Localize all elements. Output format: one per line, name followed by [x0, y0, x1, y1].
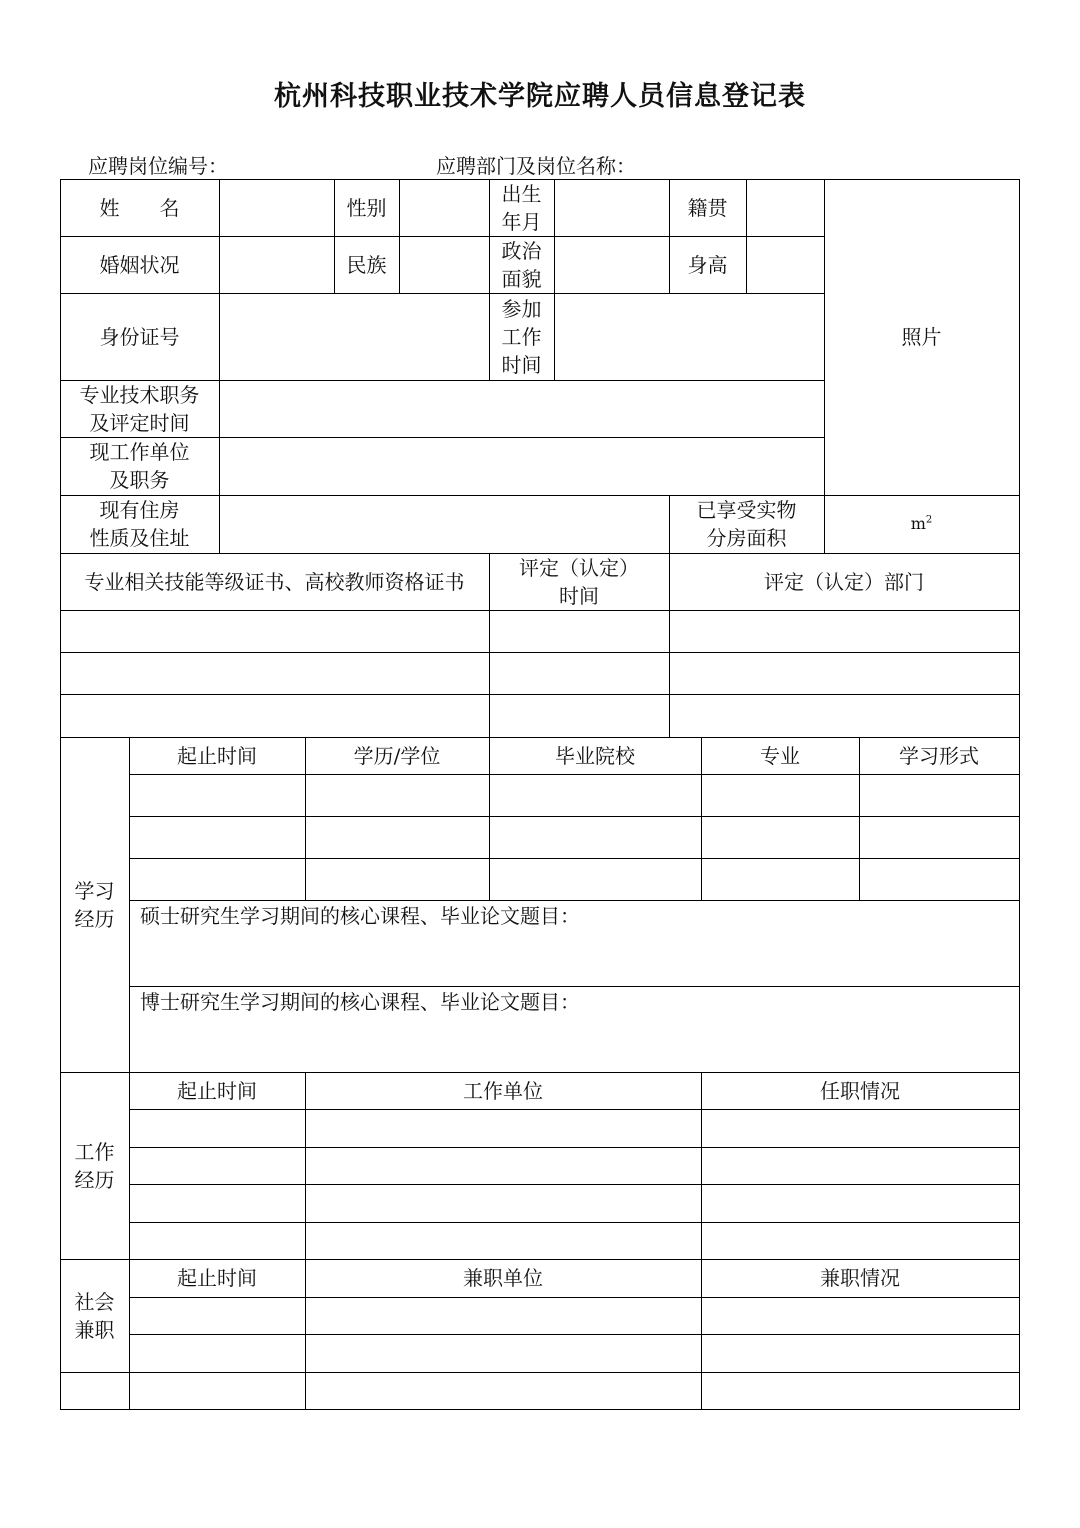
education-row-field[interactable]: [130, 817, 1019, 858]
edu-header-mode: 学习形式: [899, 743, 979, 768]
education-section-label: 学习 经历: [74, 878, 115, 931]
work-row-field[interactable]: [130, 1148, 1019, 1184]
housing-area-field[interactable]: [824, 495, 1019, 553]
birth-date-label: 出生 年月: [501, 181, 542, 234]
housing-label: 现有住房 性质及住址: [89, 498, 190, 550]
area-unit: $m^2$: [910, 514, 933, 533]
work-header-employer: 工作单位: [463, 1078, 543, 1103]
native-place-label: 籍贯: [687, 195, 728, 220]
education-row-field[interactable]: [130, 775, 1019, 816]
certificate-row-field[interactable]: [61, 653, 489, 694]
name-field[interactable]: [220, 180, 334, 236]
edu-header-period: 起止时间: [177, 743, 257, 768]
height-field[interactable]: [747, 237, 824, 293]
social-section-label: 社会 兼职: [74, 1289, 115, 1342]
phd-courses-label: 博士研究生学习期间的核心课程、毕业论文题目：: [140, 990, 580, 1014]
housing-area-label: 已享受实物 分房面积: [696, 498, 797, 550]
table-line: [130, 900, 1020, 901]
edu-header-major: 专业: [760, 743, 800, 768]
work-section-label: 工作 经历: [74, 1139, 115, 1192]
table-line: [130, 986, 1020, 987]
social-header-org: 兼职单位: [463, 1266, 543, 1290]
professional-title-field[interactable]: [220, 381, 824, 437]
work-row-field[interactable]: [130, 1223, 1019, 1259]
id-number-label: 身份证号: [99, 324, 180, 349]
education-row-field[interactable]: [130, 859, 1019, 900]
form-title: 杭州科技职业技术学院应聘人员信息登记表: [274, 81, 806, 112]
phd-courses-field[interactable]: [130, 1016, 1019, 1072]
name-label: 姓 名: [99, 195, 180, 220]
department-position-label: 应聘部门及岗位名称：: [436, 154, 636, 178]
native-place-field[interactable]: [747, 180, 824, 236]
extra-row-field[interactable]: [61, 1373, 1019, 1409]
certificate-dept-header: 评定（认定）部门: [764, 569, 924, 594]
master-courses-field[interactable]: [130, 930, 1019, 986]
certificate-row-field[interactable]: [61, 695, 489, 737]
certificate-header: 专业相关技能等级证书、高校教师资格证书: [84, 569, 465, 594]
table-border-bottom: [60, 1409, 1020, 1410]
marital-status-field[interactable]: [220, 237, 334, 293]
birth-date-field[interactable]: [555, 180, 669, 236]
housing-field[interactable]: [220, 496, 669, 553]
work-row-field[interactable]: [130, 1110, 1019, 1147]
current-employer-label: 现工作单位 及职务: [89, 440, 190, 492]
work-header-position: 任职情况: [820, 1078, 900, 1103]
gender-field[interactable]: [400, 180, 489, 236]
certificate-time-header: 评定（认定） 时间: [519, 555, 639, 608]
political-status-field[interactable]: [555, 237, 669, 293]
social-header-role: 兼职情况: [820, 1266, 900, 1290]
professional-title-label: 专业技术职务 及评定时间: [79, 382, 200, 435]
id-number-field[interactable]: [220, 294, 489, 380]
work-row-field[interactable]: [130, 1185, 1019, 1222]
edu-header-degree: 学历/学位: [353, 743, 441, 768]
table-border-right: [1019, 179, 1020, 1410]
certificate-row-field[interactable]: [61, 611, 489, 652]
ethnicity-label: 民族: [346, 252, 387, 277]
social-row-field[interactable]: [130, 1335, 1019, 1372]
edu-header-school: 毕业院校: [555, 743, 635, 768]
marital-status-label: 婚姻状况: [99, 252, 180, 277]
position-number-label: 应聘岗位编号：: [88, 154, 228, 178]
work-start-field[interactable]: [555, 294, 824, 380]
social-header-period: 起止时间: [177, 1266, 257, 1290]
work-start-label: 参加 工作 时间: [501, 296, 542, 377]
height-label: 身高: [687, 252, 728, 277]
master-courses-label: 硕士研究生学习期间的核心课程、毕业论文题目：: [140, 904, 580, 928]
photo-box[interactable]: 照片: [901, 325, 942, 349]
social-row-field[interactable]: [130, 1298, 1019, 1334]
work-header-period: 起止时间: [177, 1078, 257, 1103]
current-employer-field[interactable]: [220, 438, 824, 495]
ethnicity-field[interactable]: [400, 237, 489, 293]
gender-label: 性别: [346, 195, 387, 220]
political-status-label: 政治 面貌: [501, 238, 542, 291]
